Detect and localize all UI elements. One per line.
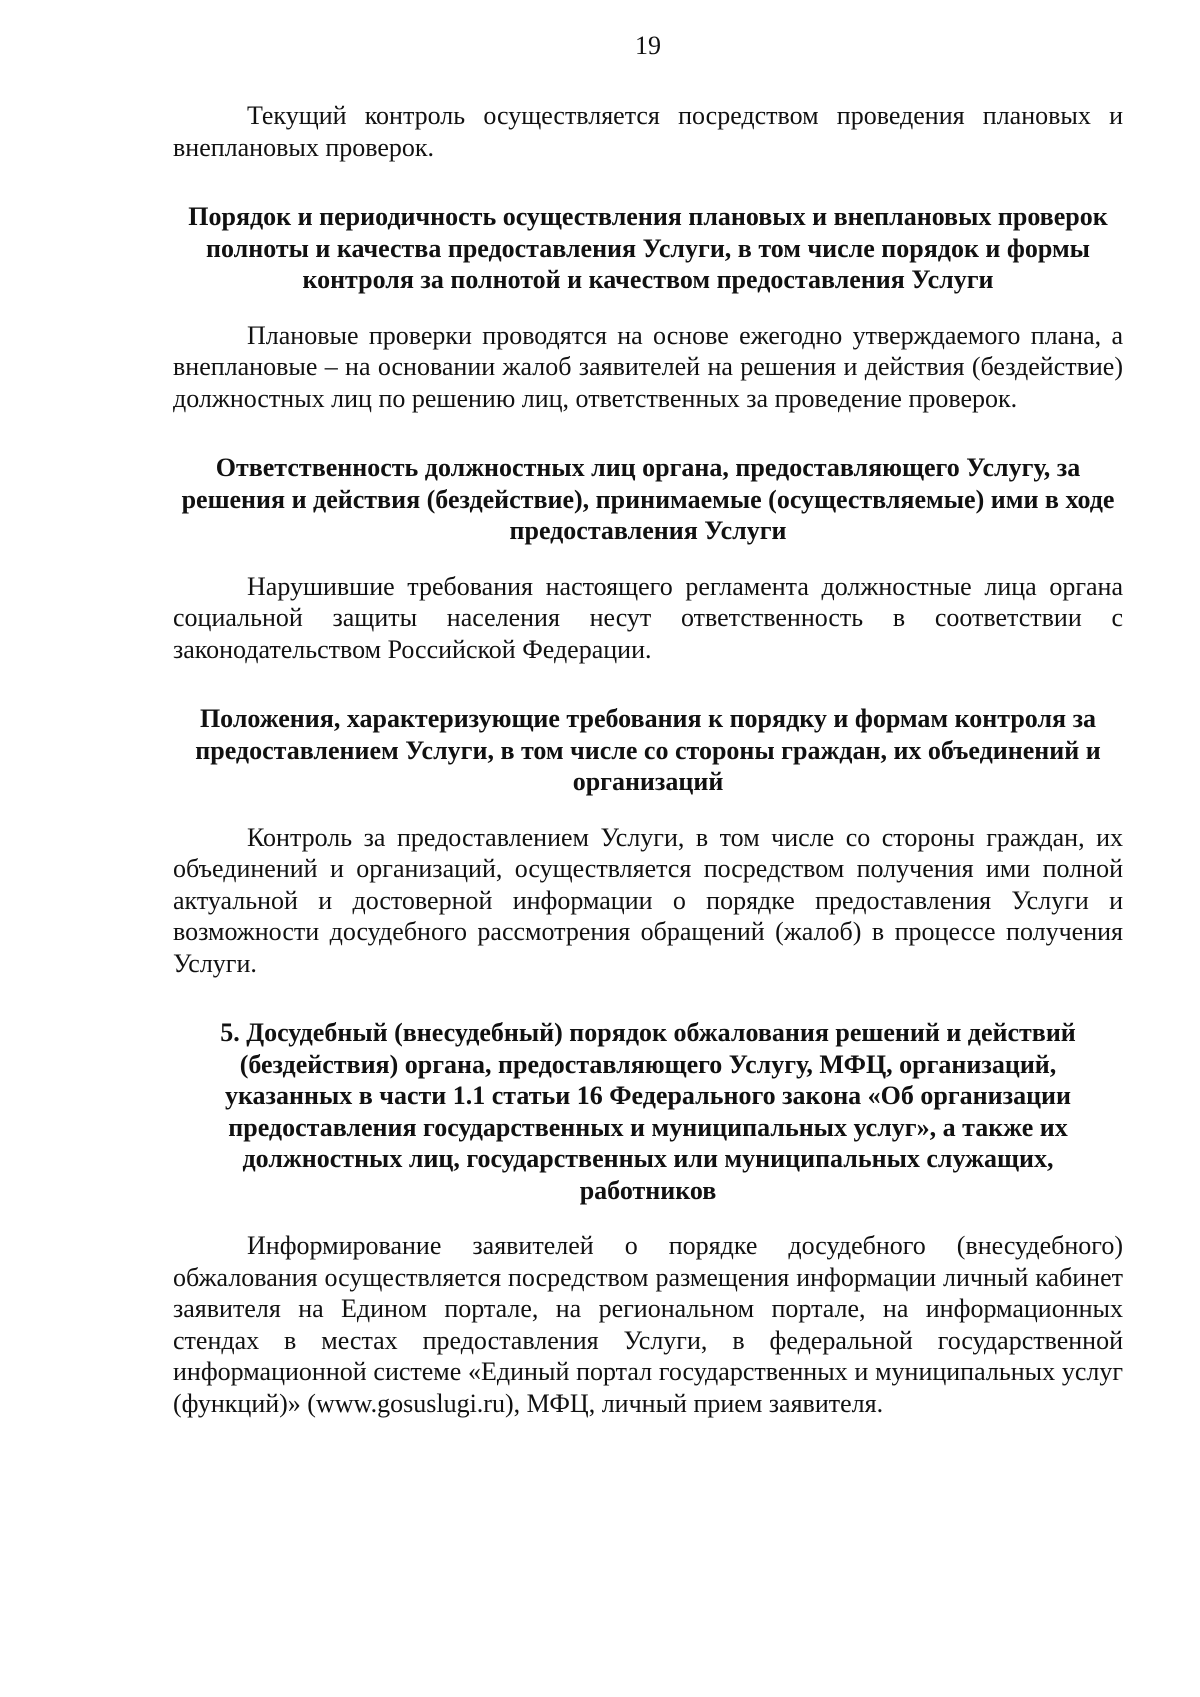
page-number: 19: [635, 31, 661, 60]
document-page: [173, 30, 1123, 1419]
heading-section-5-appeal: 5. Досудебный (внесудебный) порядок обжалования решений и действий (бездействия) органа, предоставляющего Услугу, МФЦ, организаций, указанных в части 1.1 статьи 16 Федерального закона «Об организации предоставления государственных и муниципальных услуг», а также их должностных лиц, государственных или муниципальных служащих, работников: [220, 1018, 1076, 1205]
paragraph-citizen-control: Контроль за предоставлением Услуги, в том числе со стороны граждан, их объединений и организаций, осуществляется посредством получения ими полной актуальной и достоверной информации о порядке предоставления Услуги и возможности досудебного рассмотрения обращений (жалоб) в процессе получения Услуги.: [173, 822, 1123, 978]
paragraph-planned-inspections: Плановые проверки проводятся на основе ежегодно утверждаемого плана, а внеплановые – на основании жалоб заявителей на решения и действия (бездействие) должностных лиц по решению лиц, ответственных за проведение проверок.: [173, 320, 1123, 413]
heading-inspection-order: Порядок и периодичность осуществления плановых и внеплановых проверок полноты и качества предоставления Услуги, в том числе порядок и формы контроля за полнотой и качеством предоставления Услуги: [188, 202, 1108, 294]
heading-officials-responsibility: Ответственность должностных лиц органа, предоставляющего Услугу, за решения и действия (бездействие), принимаемые (осуществляемые) ими в ходе предоставления Услуги: [181, 453, 1115, 545]
paragraph-responsibility: Нарушившие требования настоящего регламента должностные лица органа социальной защиты населения несут ответственность в соответствии с законодательством Российской Федерации.: [173, 571, 1123, 664]
heading-control-requirements: Положения, характеризующие требования к порядку и формам контроля за предоставлением Услуги, в том числе со стороны граждан, их объединений и организаций: [195, 704, 1101, 796]
paragraph-appeal-information: Информирование заявителей о порядке досудебного (внесудебного) обжалования осуществляется посредством размещения информации личный кабинет заявителя на Едином портале, на региональном портале, на информационных стендах в местах предоставления Услуги, в федеральной государственной информационной системе «Единый портал государственных и муниципальных услуг (функций)» (www.gosuslugi.ru), МФЦ, личный прием заявителя.: [173, 1231, 1123, 1418]
paragraph-current-control: Текущий контроль осуществляется посредством проведения плановых и внеплановых проверок.: [173, 101, 1123, 162]
